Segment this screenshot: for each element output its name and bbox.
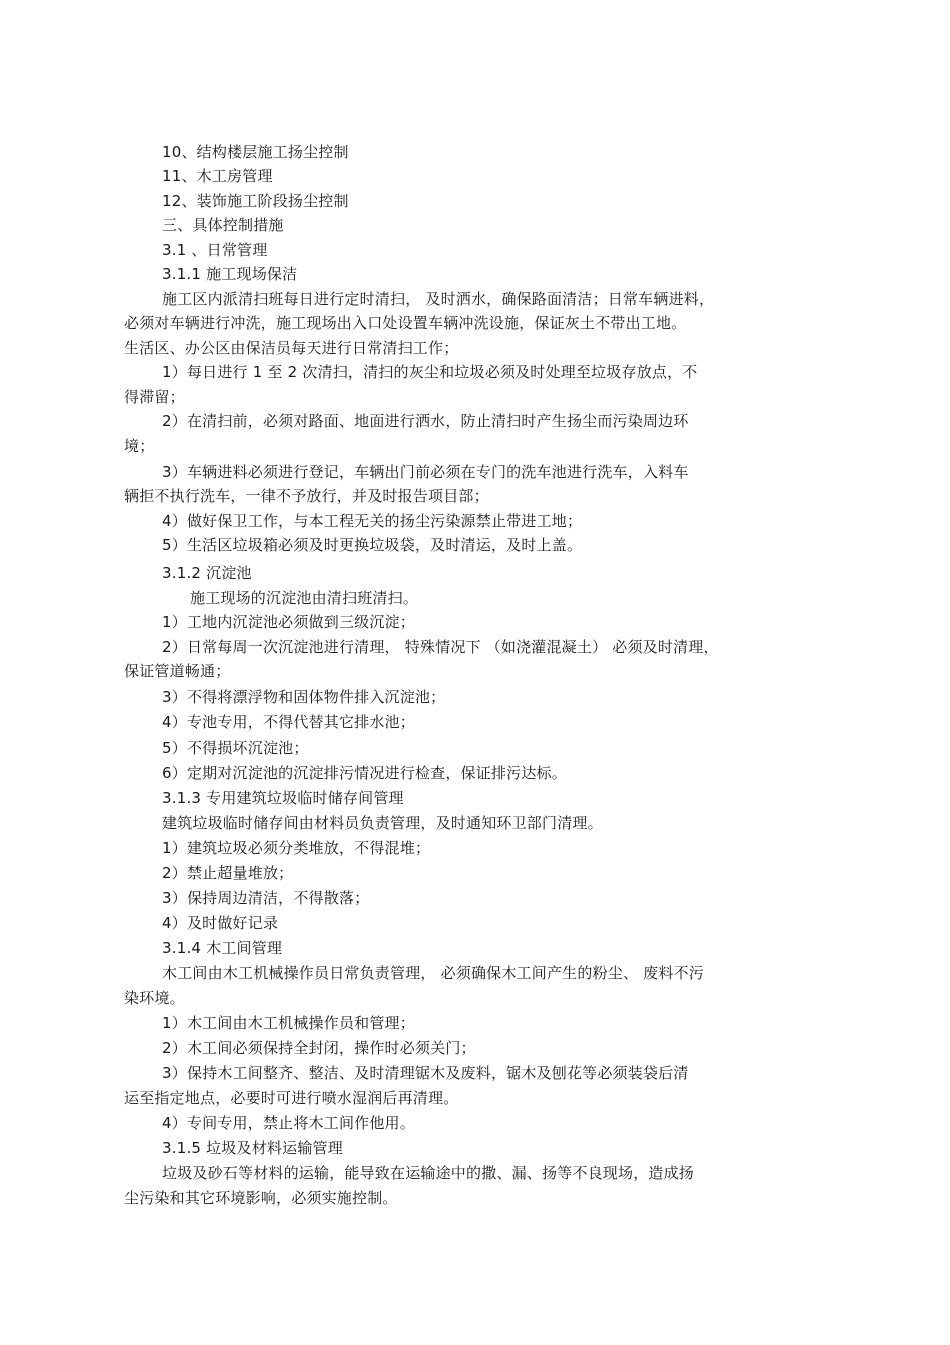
- paragraph-line: 木工间由木工机械操作员日常负责管理， 必须确保木工间产生的粉尘、 废料不污: [162, 964, 704, 982]
- section-heading: 3.1.2 沉淀池: [162, 564, 252, 582]
- paragraph-line: 建筑垃圾临时储存间由材料员负责管理，及时通知环卫部门清理。: [162, 814, 603, 832]
- list-item: 3）不得将漂浮物和固体物件排入沉淀池；: [162, 688, 446, 706]
- paragraph-line: 施工区内派清扫班每日进行定时清扫， 及时洒水，确保路面清洁；日常车辆进料，: [162, 290, 715, 308]
- section-heading: 3.1.3 专用建筑垃圾临时储存间管理: [162, 789, 404, 807]
- list-item: 11、木工房管理: [162, 167, 273, 185]
- section-heading: 3.1.4 木工间管理: [162, 939, 283, 957]
- list-item: 1）建筑垃圾必须分类堆放，不得混堆；: [162, 839, 431, 857]
- list-item: 1）每日进行 1 至 2 次清扫，清扫的灰尘和垃圾必须及时处理至垃圾存放点，不: [162, 363, 698, 381]
- paragraph-line: 垃圾及砂石等材料的运输，能导致在运输途中的撒、漏、扬等不良现场，造成扬: [162, 1164, 695, 1182]
- list-item: 1）工地内沉淀池必须做到三级沉淀；: [162, 613, 415, 631]
- section-heading: 3.1.1 施工现场保洁: [162, 265, 298, 283]
- section-heading: 三、具体控制措施: [162, 216, 284, 234]
- list-item: 2）日常每周一次沉淀池进行清理， 特殊情况下 （如浇灌混凝土） 必须及时清理，: [162, 638, 719, 656]
- section-heading: 3.1 、日常管理: [162, 241, 268, 259]
- list-item: 5）生活区垃圾箱必须及时更换垃圾袋，及时清运，及时上盖。: [162, 536, 583, 554]
- paragraph-line: 染环境。: [124, 989, 185, 1007]
- list-item: 3）保持周边清洁，不得散落；: [162, 889, 370, 907]
- paragraph-line: 境；: [124, 437, 155, 455]
- list-item: 4）做好保卫工作，与本工程无关的扬尘污染源禁止带进工地；: [162, 512, 583, 530]
- paragraph-line: 保证管道畅通；: [124, 662, 231, 680]
- list-item: 12、装饰施工阶段扬尘控制: [162, 192, 349, 210]
- paragraph-line: 运至指定地点，必要时可进行喷水湿润后再清理。: [124, 1089, 459, 1107]
- section-heading: 3.1.5 垃圾及材料运输管理: [162, 1139, 343, 1157]
- paragraph-line: 生活区、办公区由保洁员每天进行日常清扫工作；: [124, 339, 459, 357]
- list-item: 2）在清扫前，必须对路面、地面进行洒水，防止清扫时产生扬尘而污染周边环: [162, 412, 689, 430]
- paragraph-line: 尘污染和其它环境影响，必须实施控制。: [124, 1189, 398, 1207]
- list-item: 10、结构楼层施工扬尘控制: [162, 143, 349, 161]
- paragraph-line: 施工现场的沉淀池由清扫班清扫。: [190, 589, 419, 607]
- paragraph-line: 必须对车辆进行冲洗，施工现场出入口处设置车辆冲洗设施，保证灰土不带出工地。: [124, 314, 687, 332]
- list-item: 6）定期对沉淀池的沉淀排污情况进行检查，保证排污达标。: [162, 764, 567, 782]
- paragraph-line: 辆拒不执行洗车，一律不予放行，并及时报告项目部；: [124, 487, 489, 505]
- list-item: 3）车辆进料必须进行登记，车辆出门前必须在专门的洗车池进行洗车，入料车: [162, 463, 689, 481]
- list-item: 2）木工间必须保持全封闭，操作时必须关门；: [162, 1039, 476, 1057]
- list-item: 4）专间专用，禁止将木工间作他用。: [162, 1114, 415, 1132]
- paragraph-line: 得滞留；: [124, 388, 185, 406]
- list-item: 1）木工间由木工机械操作员和管理；: [162, 1014, 415, 1032]
- list-item: 5）不得损坏沉淀池；: [162, 739, 309, 757]
- list-item: 3）保持木工间整齐、整洁、及时清理锯木及废料，锯木及刨花等必须装袋后清: [162, 1064, 689, 1082]
- list-item: 4）及时做好记录: [162, 914, 279, 932]
- list-item: 2）禁止超量堆放；: [162, 864, 294, 882]
- list-item: 4）专池专用，不得代替其它排水池；: [162, 713, 415, 731]
